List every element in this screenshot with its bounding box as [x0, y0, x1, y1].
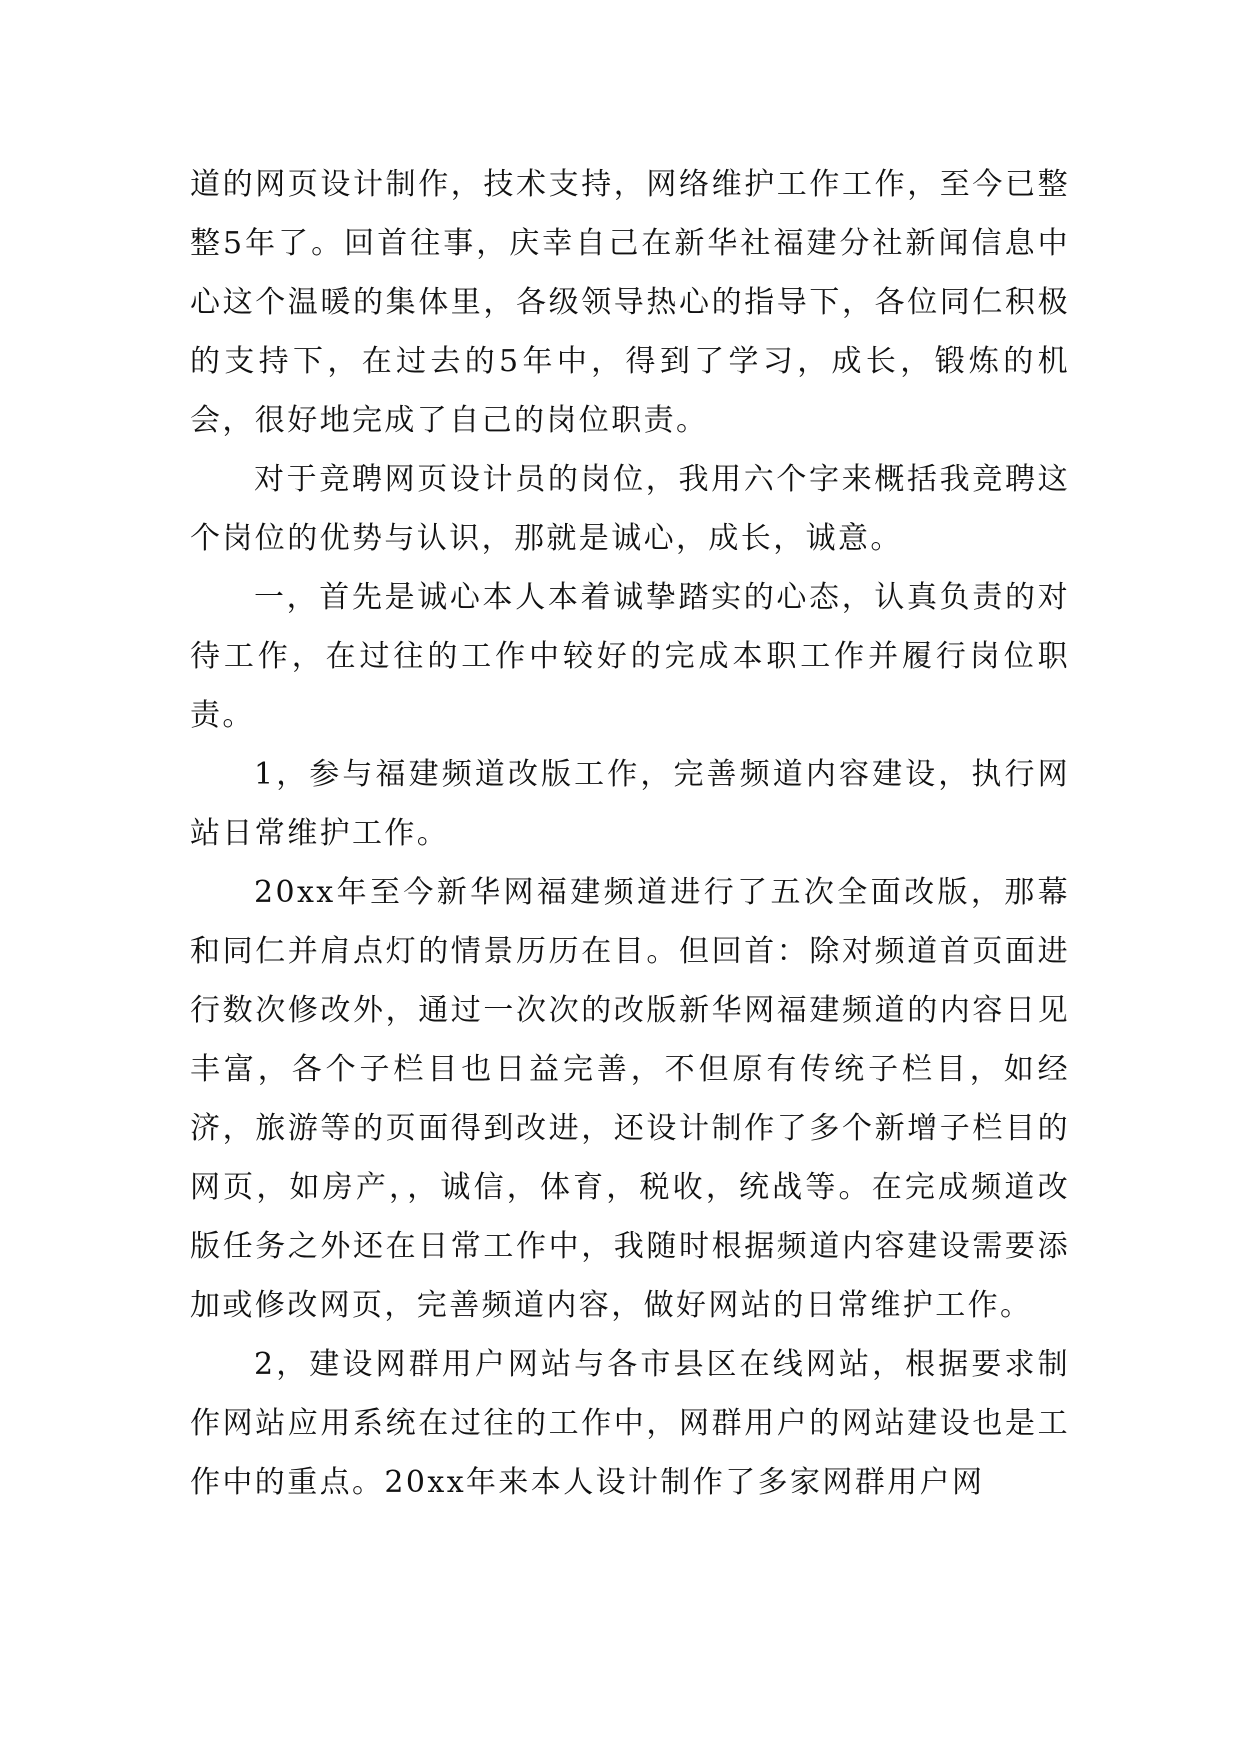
paragraph-6: 2，建设网群用户网站与各市县区在线网站，根据要求制作网站应用系统在过往的工作中，网群用户的网站建设也是工作中的重点。20xx年来本人设计制作了多家网群用户网 — [190, 1347, 1070, 1500]
paragraph-2: 对于竞聘网页设计员的岗位，我用六个字来概括我竞聘这个岗位的优势与认识，那就是诚心，成长，诚意。 — [190, 462, 1070, 556]
document-body — [190, 155, 1070, 1512]
paragraph-3: 一，首先是诚心本人本着诚挚踏实的心态，认真负责的对待工作，在过往的工作中较好的完成本职工作并履行岗位职责。 — [190, 580, 1070, 733]
paragraph-4: 1，参与福建频道改版工作，完善频道内容建设，执行网站日常维护工作。 — [190, 757, 1070, 851]
paragraph-5: 20xx年至今新华网福建频道进行了五次全面改版，那幕和同仁并肩点灯的情景历历在目。但回首：除对频道首页面进行数次修改外，通过一次次的改版新华网福建频道的内容日见丰富，各个子栏目也日益完善，不但原有传统子栏目，如经济，旅游等的页面得到改进，还设计制作了多个新增子栏目的网页，如房产，，诚信，体育，税收，统战等。在完成频道改版任务之外还在日常工作中，我随时根据频道内容建设需要添加或修改网页，完善频道内容，做好网站的日常维护工作。 — [190, 875, 1070, 1323]
paragraph-1: 道的网页设计制作，技术支持，网络维护工作工作，至今已整整5年了。回首往事，庆幸自己在新华社福建分社新闻信息中心这个温暖的集体里，各级领导热心的指导下，各位同仁积极的支持下，在过去的5年中，得到了学习，成长，锻炼的机会，很好地完成了自己的岗位职责。 — [190, 167, 1070, 438]
